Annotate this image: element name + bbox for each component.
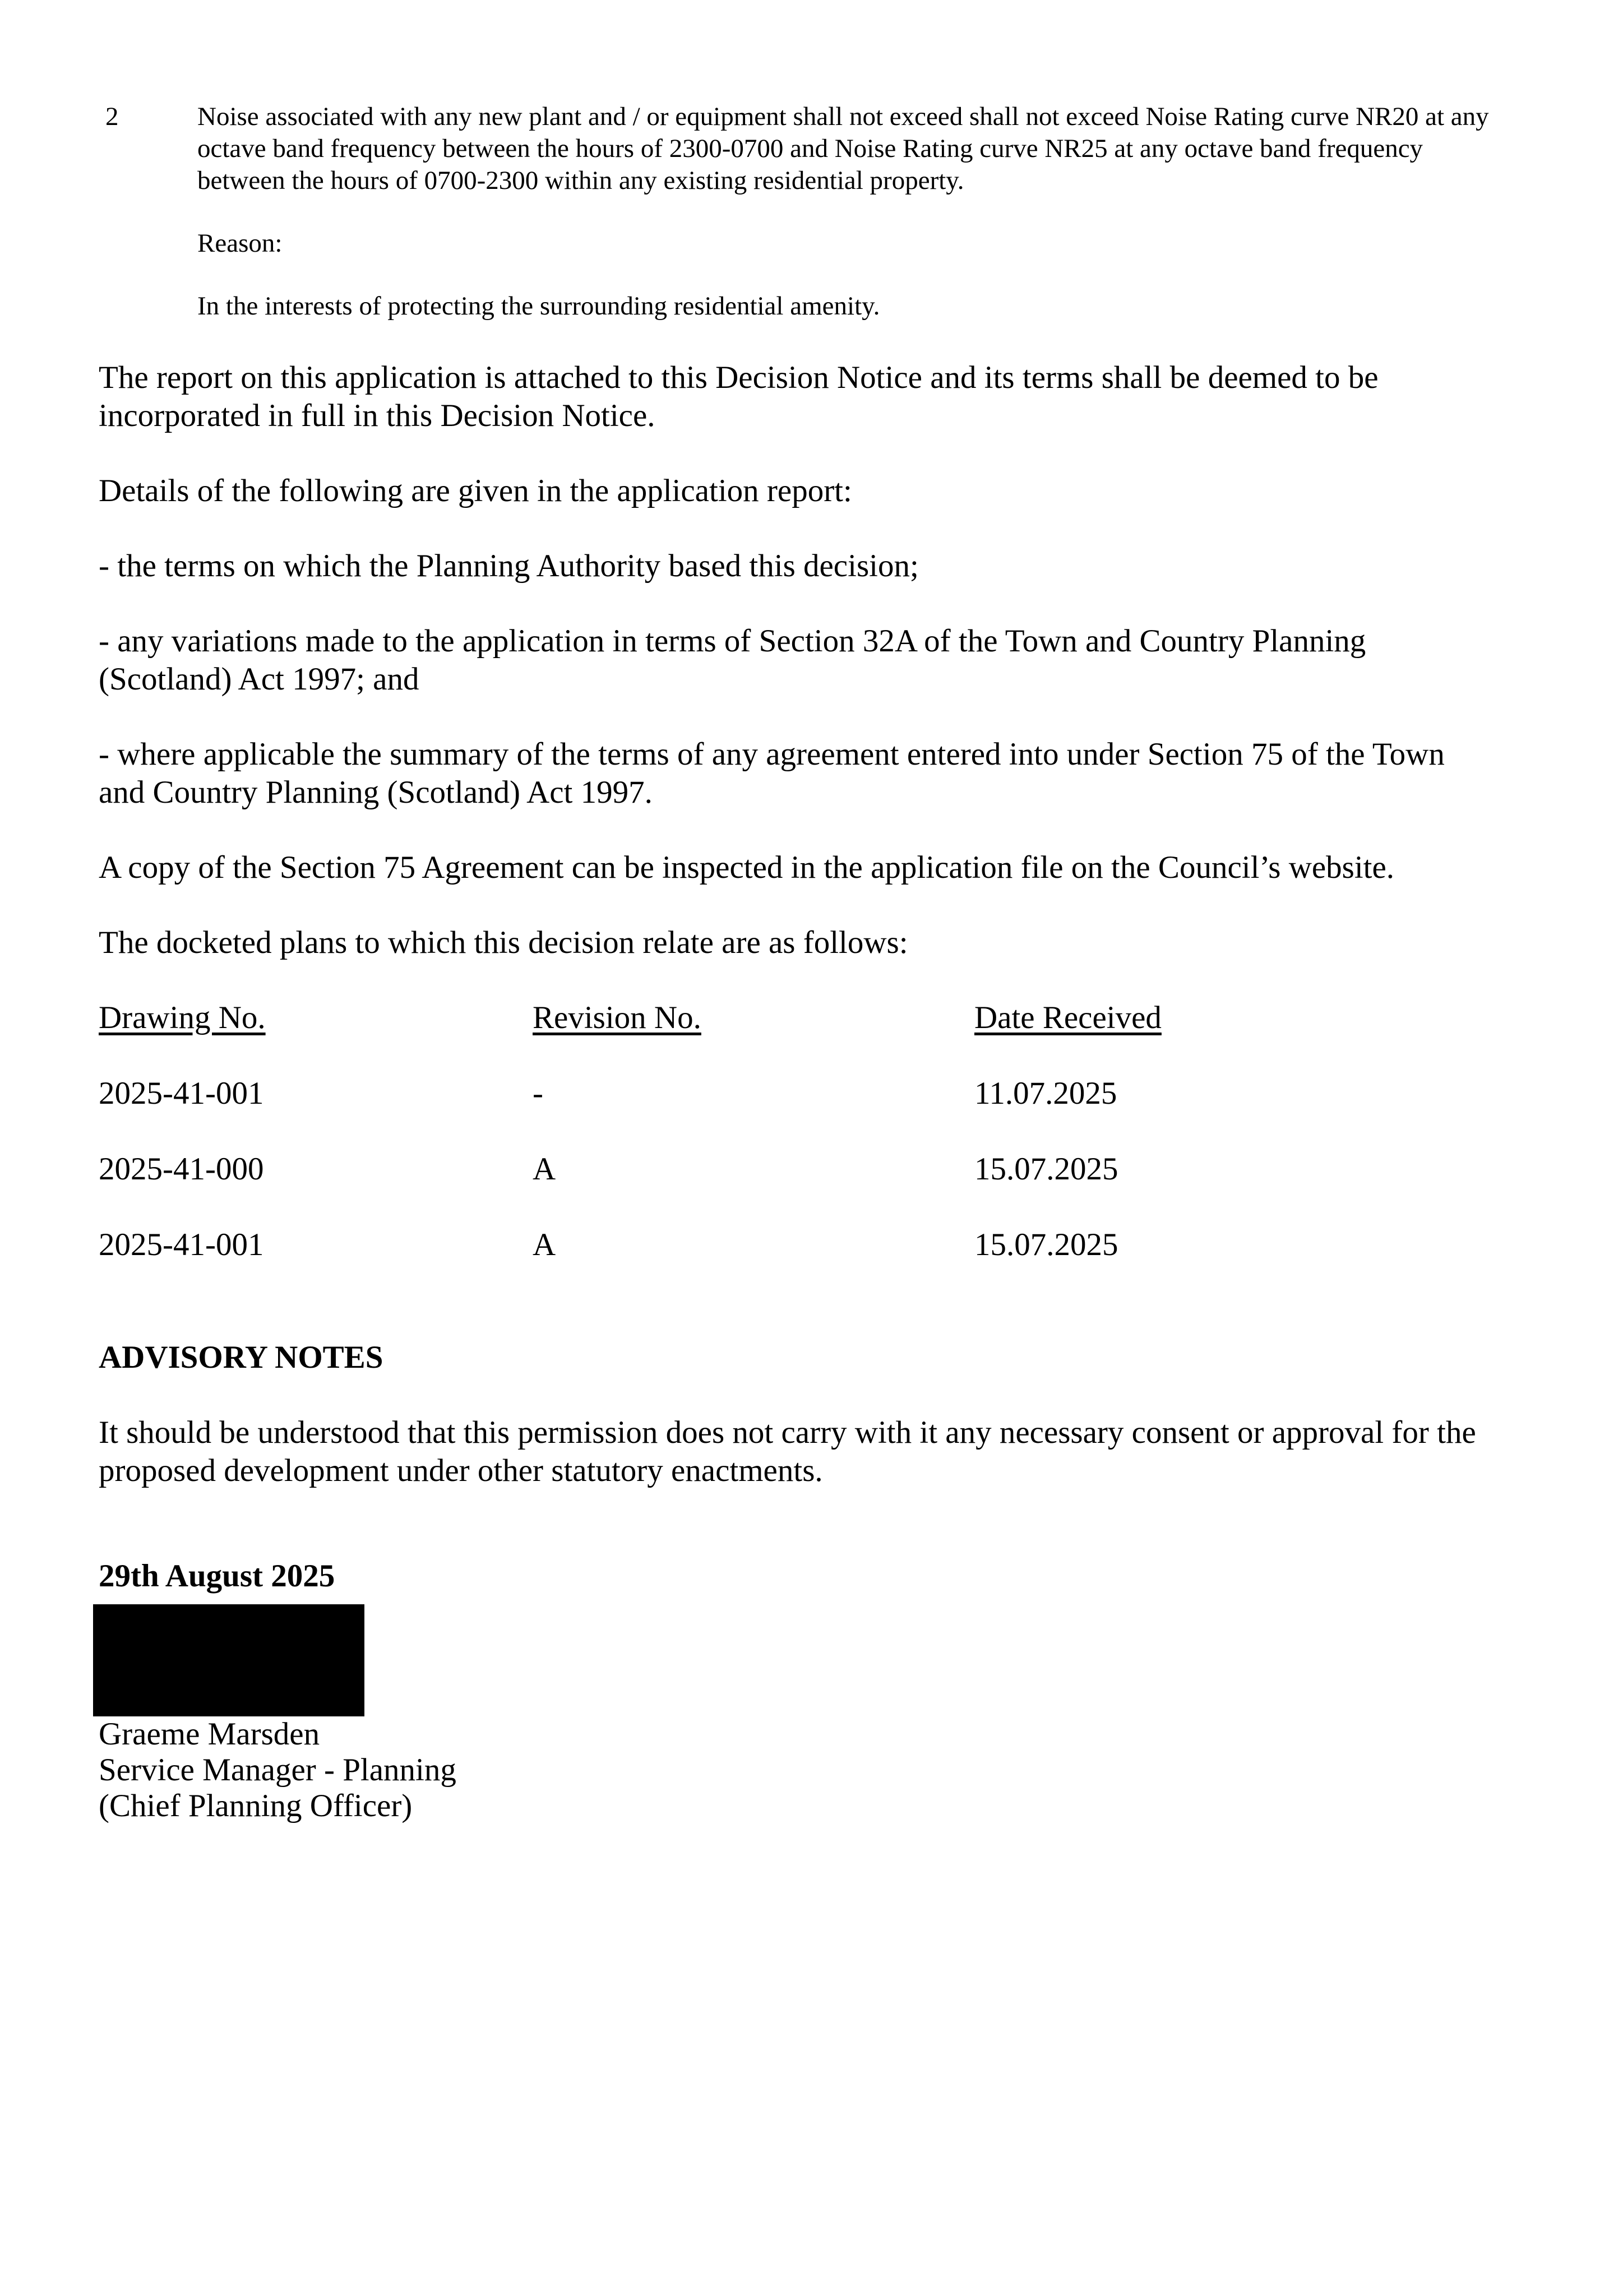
section75-paragraph: A copy of the Section 75 Agreement can be inspected in the application file on the Council’s website.	[99, 850, 1395, 885]
table-header-row	[99, 999, 1367, 1075]
reason-label: Reason:	[197, 229, 283, 258]
signatory-role: (Chief Planning Officer)	[99, 1788, 413, 1823]
signatory-name: Graeme Marsden	[99, 1716, 320, 1752]
report-paragraph: The report on this application is attached to this Decision Notice and its terms shall be deemed to be incorporated in full in this Decision Notice.	[99, 360, 1379, 433]
condition-number: 2	[105, 102, 119, 131]
column-header-drawing-no: Drawing No.	[99, 1000, 266, 1035]
drawing-no-cell: 2025-41-001	[99, 1076, 264, 1111]
reason-text: In the interests of protecting the surrounding residential amenity.	[197, 291, 880, 321]
advisory-notes-heading: ADVISORY NOTES	[99, 1340, 383, 1375]
signatory-block	[99, 1716, 1489, 1824]
plans-intro: The docketed plans to which this decision relate are as follows:	[99, 925, 908, 960]
revision-no-cell: A	[533, 1151, 556, 1187]
date-received-cell: 15.07.2025	[974, 1151, 1118, 1187]
detail-item-variations: - any variations made to the application in terms of Section 32A of the Town and Country Planning (Scotland) Act 1997; and	[99, 623, 1366, 697]
condition-text: Noise associated with any new plant and / or equipment shall not exceed shall not exceed Noise Rating curve NR20 at any octave band frequency between the hours of 2300-0700 and Noise Rating curve NR25 at any octave band frequency between the hours of 0700-2300 within any existing residential property.	[197, 102, 1489, 195]
table-row	[99, 1150, 1367, 1226]
signatory-title: Service Manager - Planning	[99, 1752, 456, 1788]
date-received-cell: 11.07.2025	[974, 1076, 1117, 1111]
revision-no-cell: A	[533, 1227, 556, 1262]
detail-item-agreement: - where applicable the summary of the terms of any agreement entered into under Section 75 of the Town and Country Planning (Scotland) Act 1997.	[99, 737, 1445, 810]
drawing-no-cell: 2025-41-000	[99, 1151, 264, 1187]
details-intro: Details of the following are given in the application report:	[99, 473, 852, 508]
table-row	[99, 1226, 1367, 1302]
date-received-cell: 15.07.2025	[974, 1227, 1118, 1262]
column-header-date-received: Date Received	[974, 1000, 1162, 1035]
condition-body	[197, 101, 1498, 353]
revision-no-cell: -	[533, 1076, 543, 1111]
table-row	[99, 1075, 1367, 1150]
main-content	[99, 359, 1489, 1824]
decision-date: 29th August 2025	[99, 1558, 335, 1594]
docketed-plans-table	[99, 999, 1367, 1302]
advisory-notes-text: It should be understood that this permission does not carry with it any necessary consent or approval for the proposed development under other statutory enactments.	[99, 1415, 1476, 1488]
drawing-no-cell: 2025-41-001	[99, 1227, 264, 1262]
column-header-revision-no: Revision No.	[533, 1000, 701, 1035]
redacted-signature	[93, 1604, 364, 1716]
detail-item-terms: - the terms on which the Planning Authority based this decision;	[99, 548, 919, 584]
